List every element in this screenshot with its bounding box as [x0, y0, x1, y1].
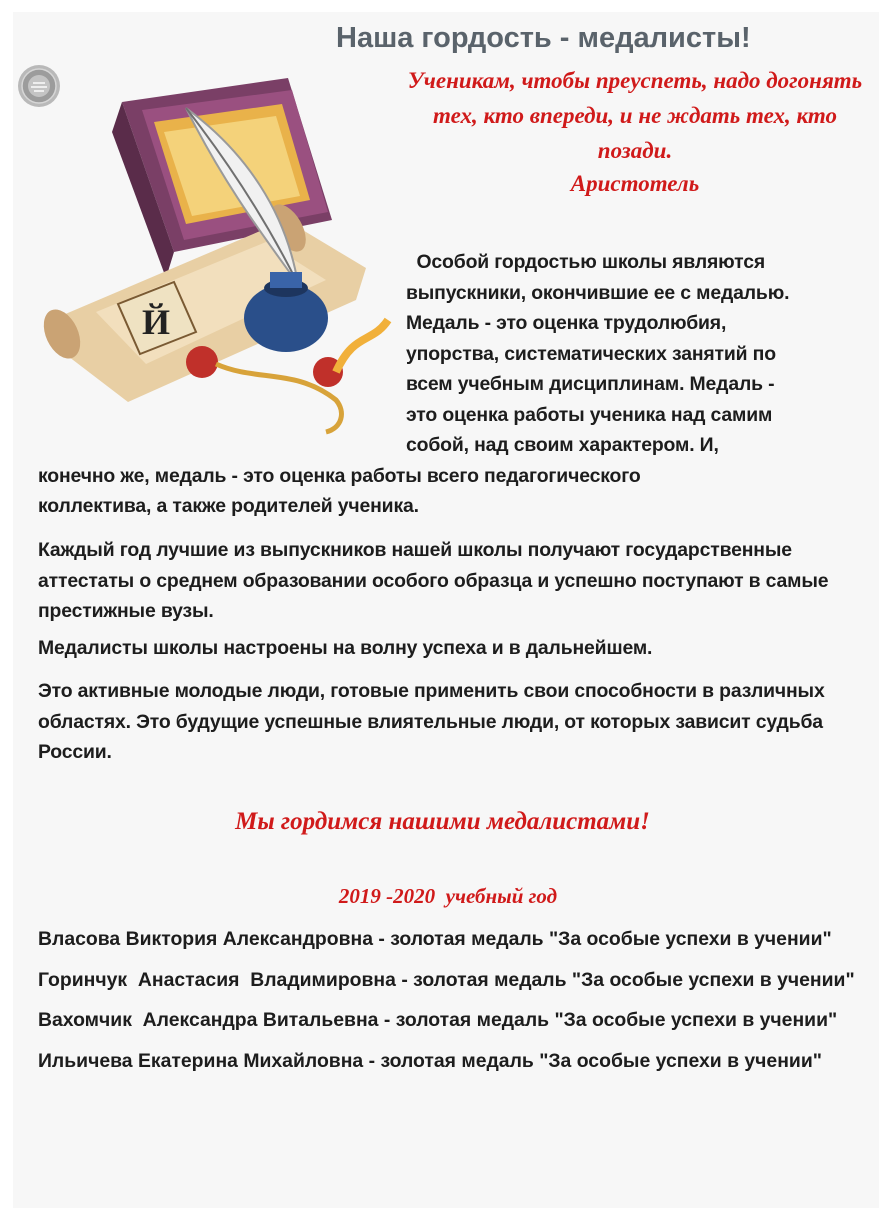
paragraph-graduates: Каждый год лучшие из выпускников нашей школы получают государственные аттестаты о среднем образовании особого образца и успешно поступают в самые престижные вузы.	[38, 539, 829, 622]
intro-line: упорства, систематических занятий по	[406, 342, 776, 365]
epigraph-quote: Ученикам, чтобы преуспеть, надо догонять тех, кто впереди, и не ждать тех, кто позади.	[407, 68, 863, 163]
intro-paragraph	[38, 247, 858, 522]
svg-text:Й: Й	[142, 302, 171, 342]
epigraph-author: Аристотель	[570, 171, 700, 196]
intro-line: Медаль - это оценка трудолюбия,	[406, 312, 727, 334]
intro-line: коллектива, а также родителей ученика.	[38, 495, 419, 517]
paragraph-future: Это активные молодые люди, готовые применить свои способности в различных областях. Это будущие успешные влиятельные люди, от которых зависит судьба России.	[38, 680, 825, 763]
paragraph-success: Медалисты школы настроены на волну успеха и в дальнейшем.	[38, 637, 653, 659]
medalist-item: Ильичева Екатерина Михайловна - золотая медаль "За особые успехи в учении"	[38, 1049, 822, 1072]
medalist-item: Вахомчик Александра Витальевна - золотая медаль "За особые успехи в учении"	[38, 1009, 838, 1031]
medalist-item: Власова Виктория Александровна - золотая медаль "За особые успехи в учении"	[38, 928, 832, 950]
intro-line: Особой гордостью школы являются	[406, 251, 766, 273]
intro-line: выпускники, окончившие ее с медалью.	[406, 281, 790, 304]
medalist-list	[38, 925, 868, 1087]
medalist-item: Горинчук Анастасия Владимировна - золотая медаль "За особые успехи в учении"	[38, 968, 855, 991]
intro-line: конечно же, медаль - это оценка работы всего педагогического	[38, 464, 641, 487]
slogan: Мы гордимся нашими медалистами!	[235, 808, 650, 835]
page-title: Наша гордость - медалисты!	[336, 22, 751, 54]
intro-line: всем учебным дисциплинам. Медаль -	[406, 373, 775, 395]
intro-line: это оценка работы ученика над самим	[406, 403, 773, 426]
year-heading: 2019 -2020 учебный год	[338, 884, 558, 908]
intro-line: собой, над своим характером. И,	[406, 434, 719, 456]
